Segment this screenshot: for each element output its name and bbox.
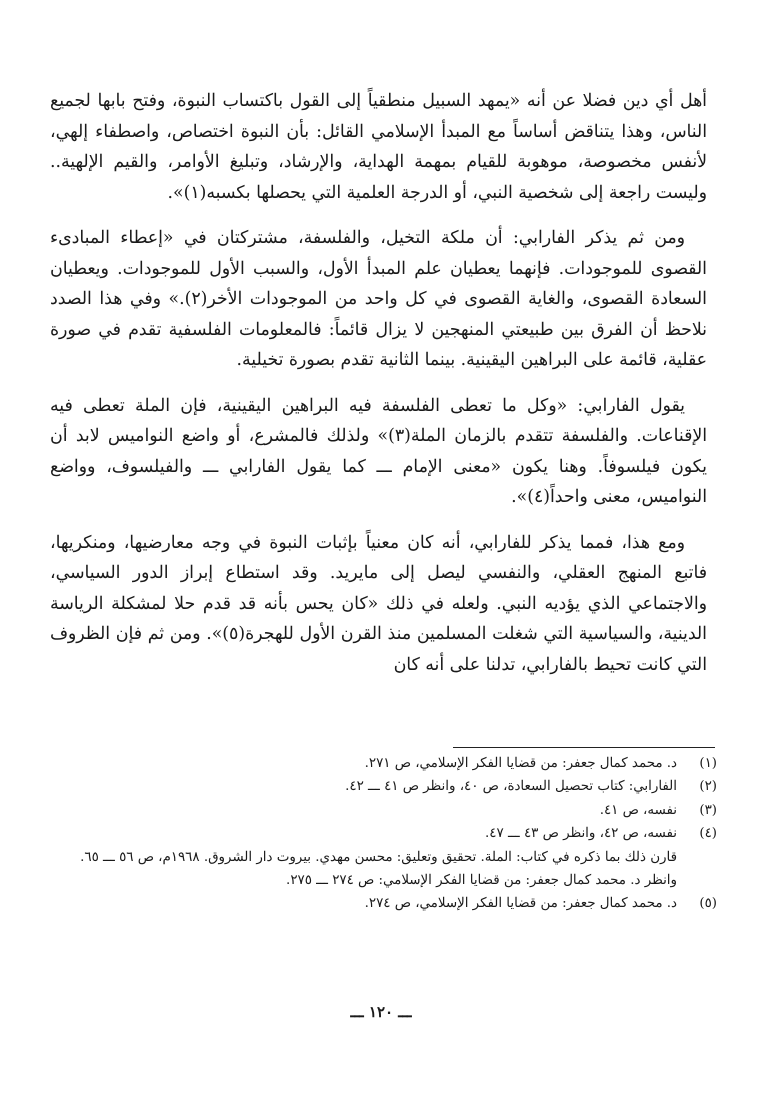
footnote-number: (٢) (699, 779, 717, 795)
footnote-number: (٣) (699, 802, 717, 818)
footnote-separator (453, 747, 715, 748)
footnote-5 (52, 892, 717, 915)
footnote-number: (٤) (699, 826, 717, 842)
paragraph-1: أهل أي دين فضلا عن أنه «يمهد السبيل منطقياً إلى القول باكتساب النبوة، وفتح بابها لجميع الناس، وهذا يتناقض أساساً مع المبدأ الإسلامي القائل: بأن النبوة اختصاص، واصطفاء إلهي، لأنفس مخصوصة، موهوبة للقيام بمهمة الهداية، والإرشاد، وتبليغ الأوامر، والقيم الإلهية.. وليست راجعة إلى شخصية النبي، أو الدرجة العلمية التي يحصلها بكسبه(١)». (50, 91, 707, 203)
footnote-text: الفارابي: كتاب تحصيل السعادة، ص ٤٠، وانظر ص ٤١ ـــ ٤٢. (345, 779, 677, 795)
paragraph-3: يقول الفارابي: «وكل ما تعطى الفلسفة فيه البراهين اليقينية، فإن الملة تعطى فيه الإقناعات. والفلسفة تتقدم بالزمان الملة(٣)» ولذلك فالمشرع، أو واضع النواميس لابد أن يكون فيلسوفاً. وهنا يكون «معنى الإمام ـــ كما يقول الفارابي ـــ والفيلسوف، وواضع النواميس، معنى واحداً(٤)». (50, 395, 708, 507)
footnote-4-continued (52, 846, 717, 893)
footnote-2 (52, 775, 717, 798)
footnote-number: (١) (699, 756, 717, 771)
footnote-text: نفسه، ص ٤٢، وانظر ص ٤٣ ـــ ٤٧. (485, 826, 677, 842)
footnote-text: قارن ذلك بما ذكره في كتاب: الملة. تحقيق وتعليق: محسن مهدي. بيروت دار الشروق. ١٩٦٨م، ص ٥٦ ـــ ٦٥. وانظر د. محمد كمال جعفر: من قضايا الفكر الإسلامي: ص ٢٧٤ ـــ ٢٧٥. (80, 849, 677, 889)
main-text (50, 86, 707, 695)
footnote-text: د. محمد كمال جعفر: من قضايا الفكر الإسلامي، ص ٢٧١. (364, 756, 677, 771)
paragraph-2: ومن ثم يذكر الفارابي: أن ملكة التخيل، والفلسفة، مشتركتان في «إعطاء المبادىء القصوى للموجودات. فإنهما يعطيان علم المبدأ الأول، والسبب الأول للموجودات. ويعطيان السعادة القصوى، والغاية القصوى في كل واحد من الموجودات الأخر(٢).» وفي هذا الصدد نلاحظ أن الفرق بين طبيعتي المنهجين لا يزال قائماً: فالمعلومات الفلسفية تقدم في صورة عقلية، قائمة على البراهين اليقينية. بينما الثانية تقدم بصورة تخيلية. (50, 228, 707, 370)
footnotes (52, 752, 717, 916)
paragraph-4: ومع هذا، فمما يذكر للفارابي، أنه كان معنياً بإثبات النبوة في وجه معارضيها، ومنكريها، فاتبع المنهج العقلي، والنفسي ليصل إلى مايريد. وقد استطاع إبراز الدور السياسي، والاجتماعي الذي يؤديه النبي. ولعله في ذلك «كان يحس بأنه قد قدم حلا لمشكلة الرياسة الدينية، والسياسية التي شغلت المسلمين منذ القرن الأول للهجرة(٥)». ومن ثم فإن الظروف التي كانت تحيط بالفارابي، تدلنا على أنه كان (50, 532, 707, 675)
footnote-text: د. محمد كمال جعفر: من قضايا الفكر الإسلامي، ص ٢٧٤. (364, 896, 677, 912)
page-number: ـــ ١٢٠ ـــ (350, 1003, 412, 1021)
footnote-3 (52, 799, 717, 822)
footnote-number: (٥) (699, 896, 717, 912)
footnote-1 (52, 752, 717, 775)
footnote-4 (52, 822, 717, 845)
footnote-text: نفسه، ص ٤١. (599, 802, 677, 818)
